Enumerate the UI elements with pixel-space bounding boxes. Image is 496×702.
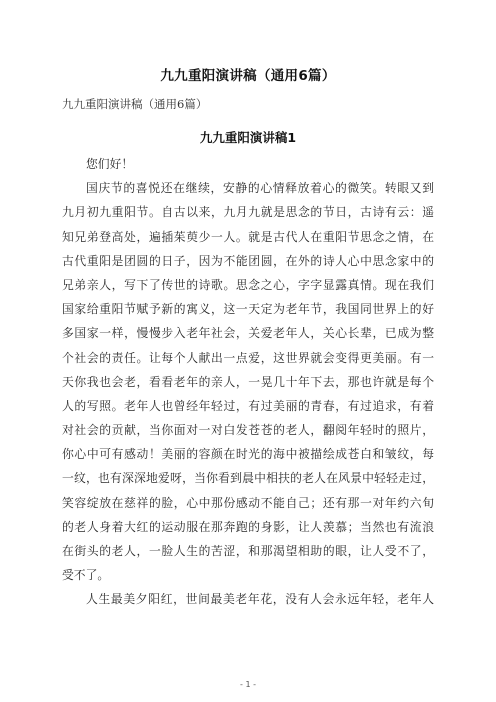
section-title: 九九重阳演讲稿1 xyxy=(199,130,297,145)
text-line: 笑容绽放在慈祥的脸，心中那份感动不能自己；还有那一对年约六旬 xyxy=(62,495,434,510)
text-line: 天你我也会老，看看老年的亲人，一晃几十年下去，那也许就是每个 xyxy=(62,374,434,389)
text-line: 你心中可有感动！美丽的容颜在时光的海中被描绘成苍白和皱纹，每 xyxy=(62,447,434,462)
text-line: 兄弟亲人，写下了传世的诗歌。思念之心，字字显露真情。现在我们 xyxy=(62,277,434,292)
text-line: 个社会的责任。让每个人献出一点爱，这世界就会变得更美丽。有一 xyxy=(62,350,434,365)
document-subtitle: 九九重阳演讲稿（通用6篇） xyxy=(62,97,208,111)
text-line: 国庆节的喜悦还在继续，安静的心情释放着心的微笑。转眼又到 xyxy=(86,181,434,196)
text-line: 多国家一样，慢慢步入老年社会，关爱老年人，关心长辈，已成为整 xyxy=(62,326,434,341)
text-line: 的老人身着大红的运动服在那奔跑的身影，让人羡慕；当然也有流浪 xyxy=(62,519,434,534)
body-text xyxy=(62,152,434,612)
greeting-line: 您们好！ xyxy=(86,157,134,171)
page-number: - 1 - xyxy=(240,680,256,689)
text-line: 受不了。 xyxy=(62,568,110,583)
text-line: 古代重阳是团圆的日子，因为不能团圆，在外的诗人心中思念家中的 xyxy=(62,253,434,268)
text-line: 人的写照。老年人也曾经年轻过，有过美丽的青春，有过追求，有着 xyxy=(62,398,434,413)
text-line: 在街头的老人，一脸人生的苦涩，和那渴望相助的眼，让人受不了， xyxy=(62,544,434,558)
document-title: 九九重阳演讲稿（通用6篇） xyxy=(160,68,336,84)
text-line: 国家给重阳节赋予新的寓义，这一天定为老年节，我国同世界上的好 xyxy=(62,302,434,317)
text-line: 人生最美夕阳红，世间最美老年花，没有人会永远年轻，老年人 xyxy=(86,592,434,607)
text-line: 一纹，也有深深地爱呀，当你看到晨中相扶的老人在风景中轻轻走过， xyxy=(62,471,434,486)
text-line: 九月初九重阳节。自古以来，九月九就是思念的节日，古诗有云：遥 xyxy=(62,205,434,220)
text-line: 对社会的贡献，当你面对一对白发苍苍的老人，翻阅年轻时的照片， xyxy=(62,423,434,438)
text-line: 知兄弟登高处，遍插茱萸少一人。就是古代人在重阳节思念之情，在 xyxy=(62,229,434,244)
